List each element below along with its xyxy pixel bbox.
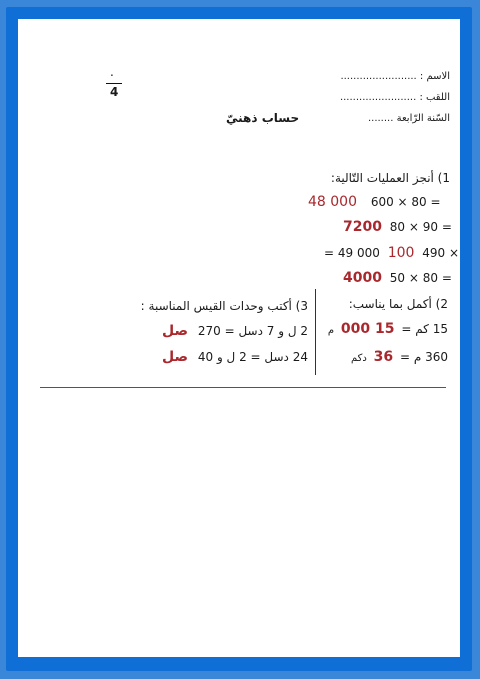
page-border — [6, 7, 472, 671]
ex2-answer-2: 36 — [373, 349, 394, 365]
grade-label: السّنة الرّابعة — [396, 113, 450, 124]
ex1-row-4 — [343, 270, 452, 286]
ex3-text-1: 2 ل و 7 دسل = 270 — [197, 324, 308, 338]
surname-dots: ........................ — [339, 92, 417, 103]
surname-field — [340, 92, 450, 103]
ex3-row-1 — [162, 323, 308, 339]
ex2-title: 2) أكمل بما يناسب: — [348, 297, 448, 311]
worksheet-page — [18, 19, 460, 657]
score-numerator: . — [110, 65, 114, 79]
ex1-op-3: 490 × — [422, 246, 460, 260]
ex1-row-2 — [343, 219, 452, 235]
ex3-answer-2: صل — [161, 349, 189, 365]
ex1-answer-4: 4000 — [343, 270, 382, 286]
ex2-left-2: 360 م = — [399, 350, 448, 364]
ex1-answer-2: 7200 — [343, 219, 382, 235]
section-rule — [40, 387, 446, 388]
name-label: الاسم : — [419, 71, 450, 82]
ex3-text-2: 24 دسل = 2 ل و 40 — [197, 350, 308, 364]
column-divider — [315, 289, 316, 375]
ex1-op-2: 80 × 90 = — [389, 220, 452, 234]
grade-field — [368, 113, 450, 124]
grade-dots: ........ — [367, 113, 394, 124]
ex1-answer-3: 100 — [387, 245, 415, 261]
ex2-row-1 — [328, 321, 448, 337]
ex3-title: 3) أكتب وحدات القيس المناسبة : — [140, 299, 308, 313]
surname-label: اللقب : — [419, 92, 450, 103]
ex2-unit-1: م — [327, 325, 335, 336]
worksheet-title: حساب ذهنيّ — [226, 111, 300, 125]
name-field — [340, 71, 450, 82]
ex1-op-4: 50 × 80 = — [389, 271, 452, 285]
ex2-row-2 — [351, 349, 448, 365]
ex1-title: 1) أنجز العمليات التّالية: — [330, 171, 450, 185]
score-denominator: 4 — [110, 85, 119, 99]
ex2-answer-1: 15 000 — [340, 321, 395, 337]
ex2-left-1: 15 كم = — [401, 322, 448, 336]
ex3-answer-1: صل — [162, 323, 189, 339]
ex2-unit-2: دكم — [350, 353, 367, 364]
ex1-row-3 — [324, 245, 459, 261]
ex3-row-2 — [162, 349, 308, 365]
score-fraction-line — [106, 83, 122, 84]
ex1-row-1 — [308, 194, 441, 210]
ex1-op-1: 600 × 80 = — [370, 195, 441, 209]
ex1-answer-1: 48 000 — [308, 194, 357, 210]
ex1-rest-3: = 49 000 — [324, 246, 380, 260]
name-dots: ........................ — [340, 71, 417, 82]
